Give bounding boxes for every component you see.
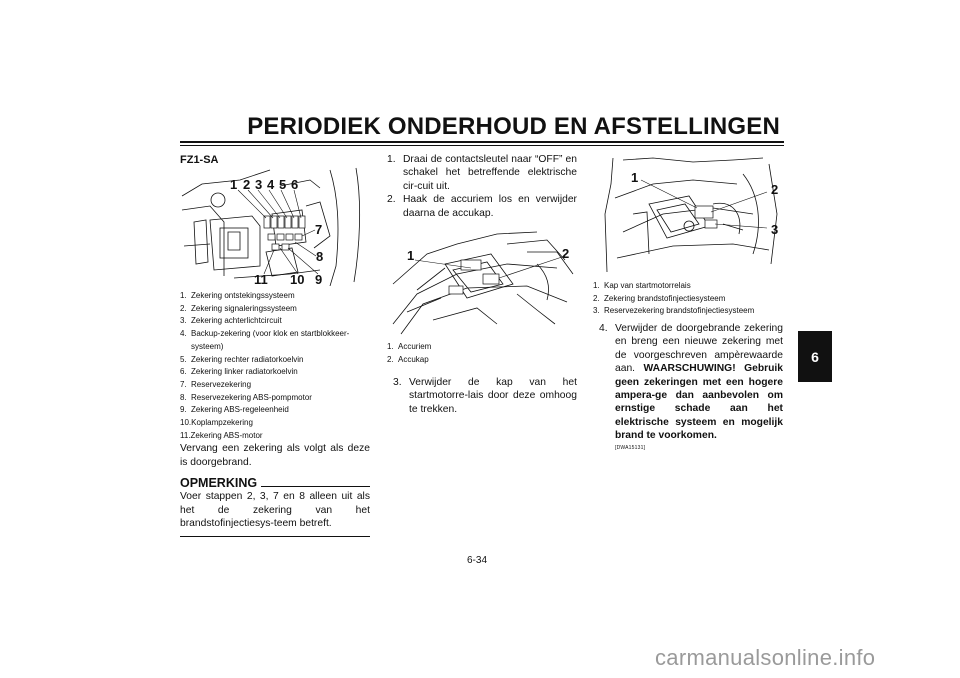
note-text: Voer stappen 2, 3, 7 en 8 alleen uit als het de zekering van het brandstofinjectiesys-teem betreft. (180, 491, 370, 530)
legend-item: 5. Zekering rechter radiatorkoelvin (180, 354, 304, 364)
callout-3: 3 (771, 222, 779, 237)
note-title: OPMERKING (180, 476, 258, 490)
legend-item: 3. Zekering achterlichtcircuit (180, 316, 282, 326)
battery-illustration (387, 224, 577, 336)
callout-2: 2 (562, 246, 570, 261)
legend-item: 8. Reservezekering ABS-pompmotor (180, 392, 312, 402)
warning-text: WAARSCHUWING! Gebruik geen zekeringen met een hogere ampera-ge dan aanbevolen om ernstige schade aan het elektrische systeem en mogelijk brand te voorkomen. (615, 363, 783, 442)
callout-5: 5 (279, 177, 287, 192)
fuse-legend (180, 290, 370, 442)
callout-3: 3 (255, 177, 263, 192)
step-4: 4. Verwijder de doorgebrande zekering en breng een nieuwe zekering met de voorgeschreven ampèrewaarde aan. WAARSCHUWING! Gebruik geen zekeringen met een hogere ampera-ge dan aanbevolen om ernstige schade aan het elektrische systeem en mogelijk brand te voorkomen. [DWA15131] (599, 323, 783, 451)
legend-item: 11. Zekering ABS-motor (180, 430, 263, 440)
callout-6: 6 (291, 177, 299, 192)
legend-item: 9. Zekering ABS-regeleenheid (180, 405, 289, 415)
callout-10: 10 (290, 272, 305, 286)
warning-code: [DWA15131] (615, 444, 646, 451)
callout-9: 9 (315, 272, 323, 286)
callout-2: 2 (771, 182, 779, 197)
battery-legend (387, 341, 577, 366)
header-rule (180, 141, 784, 143)
legend-item: 10. Koplampzekering (180, 418, 253, 428)
legend-item: 4. Backup-zekering (voor klok en startblokkeer- (180, 329, 350, 339)
legend-item: 6. Zekering linker radiatorkoelvin (180, 367, 298, 377)
legend-item: 1. Kap van startmotorrelais (593, 281, 691, 290)
page-number: 6-34 (467, 555, 488, 566)
callout-11: 11 (254, 272, 268, 286)
battery-figure (387, 224, 577, 336)
step-3: 3. Verwijder de kap van het startmotorre-lais door deze omhoog te trekken. (393, 377, 577, 415)
step-4-text: Verwijder de doorgebrande zekering en breng een nieuwe zekering met de voorgeschreven ampèrewaarde aan. (615, 323, 783, 375)
intro-text: Vervang een zekering als volgt als deze is doorgebrand. (180, 443, 370, 468)
callout-1: 1 (631, 170, 639, 185)
legend-item: 1. Zekering ontstekingssysteem (180, 291, 295, 300)
fuse-box-illustration (180, 166, 370, 286)
relay-illustration (593, 154, 783, 274)
relay-legend (593, 280, 783, 318)
callout-8: 8 (316, 249, 324, 264)
callout-2: 2 (243, 177, 251, 192)
section-label: FZ1-SA (180, 154, 219, 166)
note-rule (261, 486, 370, 487)
legend-item: 7. Reservezekering (180, 379, 252, 389)
legend-item: 1. Accuriem (387, 342, 432, 351)
steps-1-2 (387, 153, 577, 220)
legend-item: 2. Accukap (387, 354, 429, 364)
watermark: carmanualsonline.info (655, 645, 876, 670)
note-header (180, 476, 370, 490)
callout-4: 4 (267, 177, 275, 192)
step-2: 2. Haak de accuriem los en verwijder daarna de accukap. (387, 194, 577, 219)
header-rule-thin (180, 145, 784, 146)
note-bottom-rule (180, 536, 370, 537)
fuse-box-figure (180, 166, 370, 286)
legend-item: 3. Reservezekering brandstofinjectiesysteem (593, 306, 755, 316)
chapter-tab: 6 (798, 331, 832, 382)
step-1: 1. Draai de contactsleutel naar “OFF” en schakel het betreffende elektrische cir-cuit uit. (387, 154, 577, 192)
relay-figure (593, 154, 783, 274)
legend-item: 2. Zekering brandstofinjectiesysteem (593, 293, 726, 303)
callout-7: 7 (315, 222, 323, 237)
callout-1: 1 (230, 177, 238, 192)
legend-item: 2. Zekering signaleringssysteem (180, 303, 297, 313)
page-title: PERIODIEK ONDERHOUD EN AFSTELLINGEN (247, 113, 780, 140)
callout-1: 1 (407, 248, 415, 263)
legend-item: systeem) (191, 341, 224, 351)
